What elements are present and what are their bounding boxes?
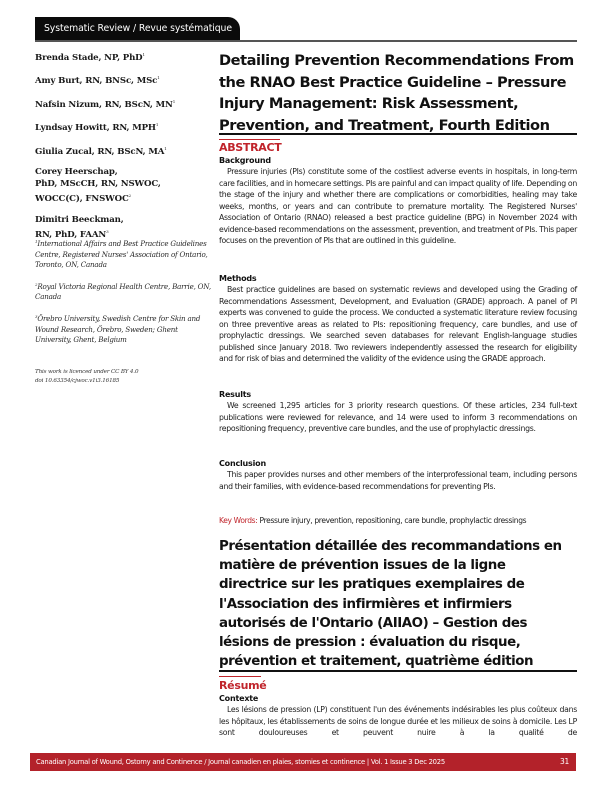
section-heading: Conclusion bbox=[219, 459, 266, 468]
header-rule bbox=[35, 40, 577, 42]
author: Nafsin Nizum, RN, BScN, $MN^1$ bbox=[35, 98, 176, 110]
section-heading: Background bbox=[219, 156, 271, 165]
section-heading: Contexte bbox=[219, 694, 259, 703]
resume-contexte bbox=[219, 693, 577, 739]
page-number: 31 bbox=[559, 757, 569, 766]
keywords-list: Pressure injury, prevention, repositioning, care bundle, prophylactic dressings bbox=[259, 516, 527, 525]
section-text: Les lésions de pression (LP) constituent l'un des événements indésirables les plus coûteux dans les hôpitaux, les établissements de soins de longue durée et les milieux de soins à domicile. Les LP sont douloureuses et peuvent nuire à la qualité de bbox=[219, 705, 577, 738]
abstract-accent-rule bbox=[219, 139, 280, 140]
article-title-en: Detailing Prevention Recommendations From the RNAO Best Practice Guideline – Pressure Injury Management: Risk Assessment, Prevention, and Treatment, Fourth Edition bbox=[219, 52, 574, 134]
author: Lyndsay Howitt, RN, MPH$^1$ bbox=[35, 122, 159, 134]
author: Brenda Stade, NP, PhD$^1$ bbox=[35, 52, 145, 63]
abstract-conclusion bbox=[219, 458, 577, 492]
affiliation-list bbox=[35, 237, 215, 355]
author: Giulia Zucal, RN, BScN, $MA^1$ bbox=[35, 145, 167, 157]
keywords-label: Key Words: bbox=[219, 516, 258, 525]
author: Amy Burt, RN, BNSc, MSc$^1$ bbox=[35, 75, 160, 87]
section-text: Best practice guidelines are based on systematic reviews and developed using the Grading of Recommendations Assessment, Development, and Evaluation (GRADE) approach. A panel of PI experts was convened to guide the process. We conducted a systematic literature review focusing on three preventive areas as related to PIs: repositioning frequency, care bundles, and use of prophylactic dressings. We searched seven databases for relevant English-language studies published since January 2018. Two reviewers independently assessed the research for eligibility and for risk of bias and determined the validity of the evidence using the GRADE approach. bbox=[219, 285, 577, 364]
affiliation: $^3$Örebro University, Swedish Centre for Skin and Wound Research, Örebro, Sweden; Ghent University, Ghent, Belgium bbox=[35, 313, 201, 345]
section-heading: Results bbox=[219, 390, 251, 399]
journal-citation: Canadian Journal of Wound, Ostomy and Continence / Journal canadien en plaies, stomies et continence | Vol. 1 Issue 3 Dec 2025 bbox=[36, 758, 445, 766]
section-heading: Methods bbox=[219, 274, 257, 283]
title-rule bbox=[219, 133, 577, 135]
author: Dimitri Beeckman, RN, PhD, FAAN$^3$ bbox=[35, 214, 124, 240]
resume-heading: Résumé bbox=[219, 679, 267, 692]
doi-link[interactable]: doi 10.63354/cjwoc.v1i3.16185 bbox=[35, 378, 120, 384]
section-label-tab: Systematic Review / Revue systématique bbox=[35, 17, 240, 40]
journal-footer bbox=[30, 753, 576, 771]
abstract-heading: ABSTRACT bbox=[219, 141, 282, 154]
author-list bbox=[35, 49, 213, 249]
license-text: This work is licenced under CC BY 4.0 bbox=[35, 369, 139, 375]
affiliation: $^2$Royal Victoria Regional Health Centre, Barrie, ON, Canada bbox=[35, 281, 211, 302]
affiliation: $^1$International Affairs and Best Practice Guidelines Centre, Registered Nurses' Association of Ontario, Toronto, ON, Canada bbox=[35, 239, 208, 270]
section-text: Pressure injuries (PIs) constitute some of the costliest adverse events in hospitals, in long-term care facilities, and in homecare settings. PIs are painful and can impact quality of life. Depending on the stage of the injury and whether there are complications or comorbidities, healing may take weeks, months, or years and can contribute to premature mortality. The Registered Nurses' Association of Ontario (RNAO) released a best practice guideline (BPG) in November 2024 with evidence-based recommendations on the assessment, prevention, and treatment of PIs. This paper focuses on the prevention of PIs that are outlined in this guideline. bbox=[219, 167, 577, 246]
section-text: This paper provides nurses and other members of the interprofessional team, including persons and their families, with evidence-based recommendations for preventing PIs. bbox=[219, 470, 577, 491]
abstract-results bbox=[219, 389, 577, 435]
resume-accent-rule bbox=[219, 676, 261, 677]
abstract-methods bbox=[219, 273, 577, 365]
section-text: We screened 1,295 articles for 3 priority research questions. Of these articles, 234 full-text publications were reviewed for relevance, and 14 were used to inform 3 recommendations on repositioning frequency, preventive care bundles, and the use of prophylactic dressings. bbox=[219, 401, 577, 434]
license-note bbox=[35, 368, 215, 386]
keywords bbox=[219, 515, 577, 526]
article-title-fr: Présentation détaillée des recommandations en matière de prévention issues de la ligne directrice sur les pratiques exemplaires de l'Association des infirmières et infirmiers autorisés de l'Ontario (AIIAO) – Gestion des lésions de pression : évaluation du risque, prévention et traitement, quatrième édition bbox=[219, 539, 562, 670]
title-rule-fr bbox=[219, 670, 577, 672]
author: Corey Heerschap, PhD, MScCH, RN, NSWOC, WOCC(C), FNSWOC$^2$ bbox=[35, 166, 161, 205]
abstract-background bbox=[219, 155, 577, 247]
